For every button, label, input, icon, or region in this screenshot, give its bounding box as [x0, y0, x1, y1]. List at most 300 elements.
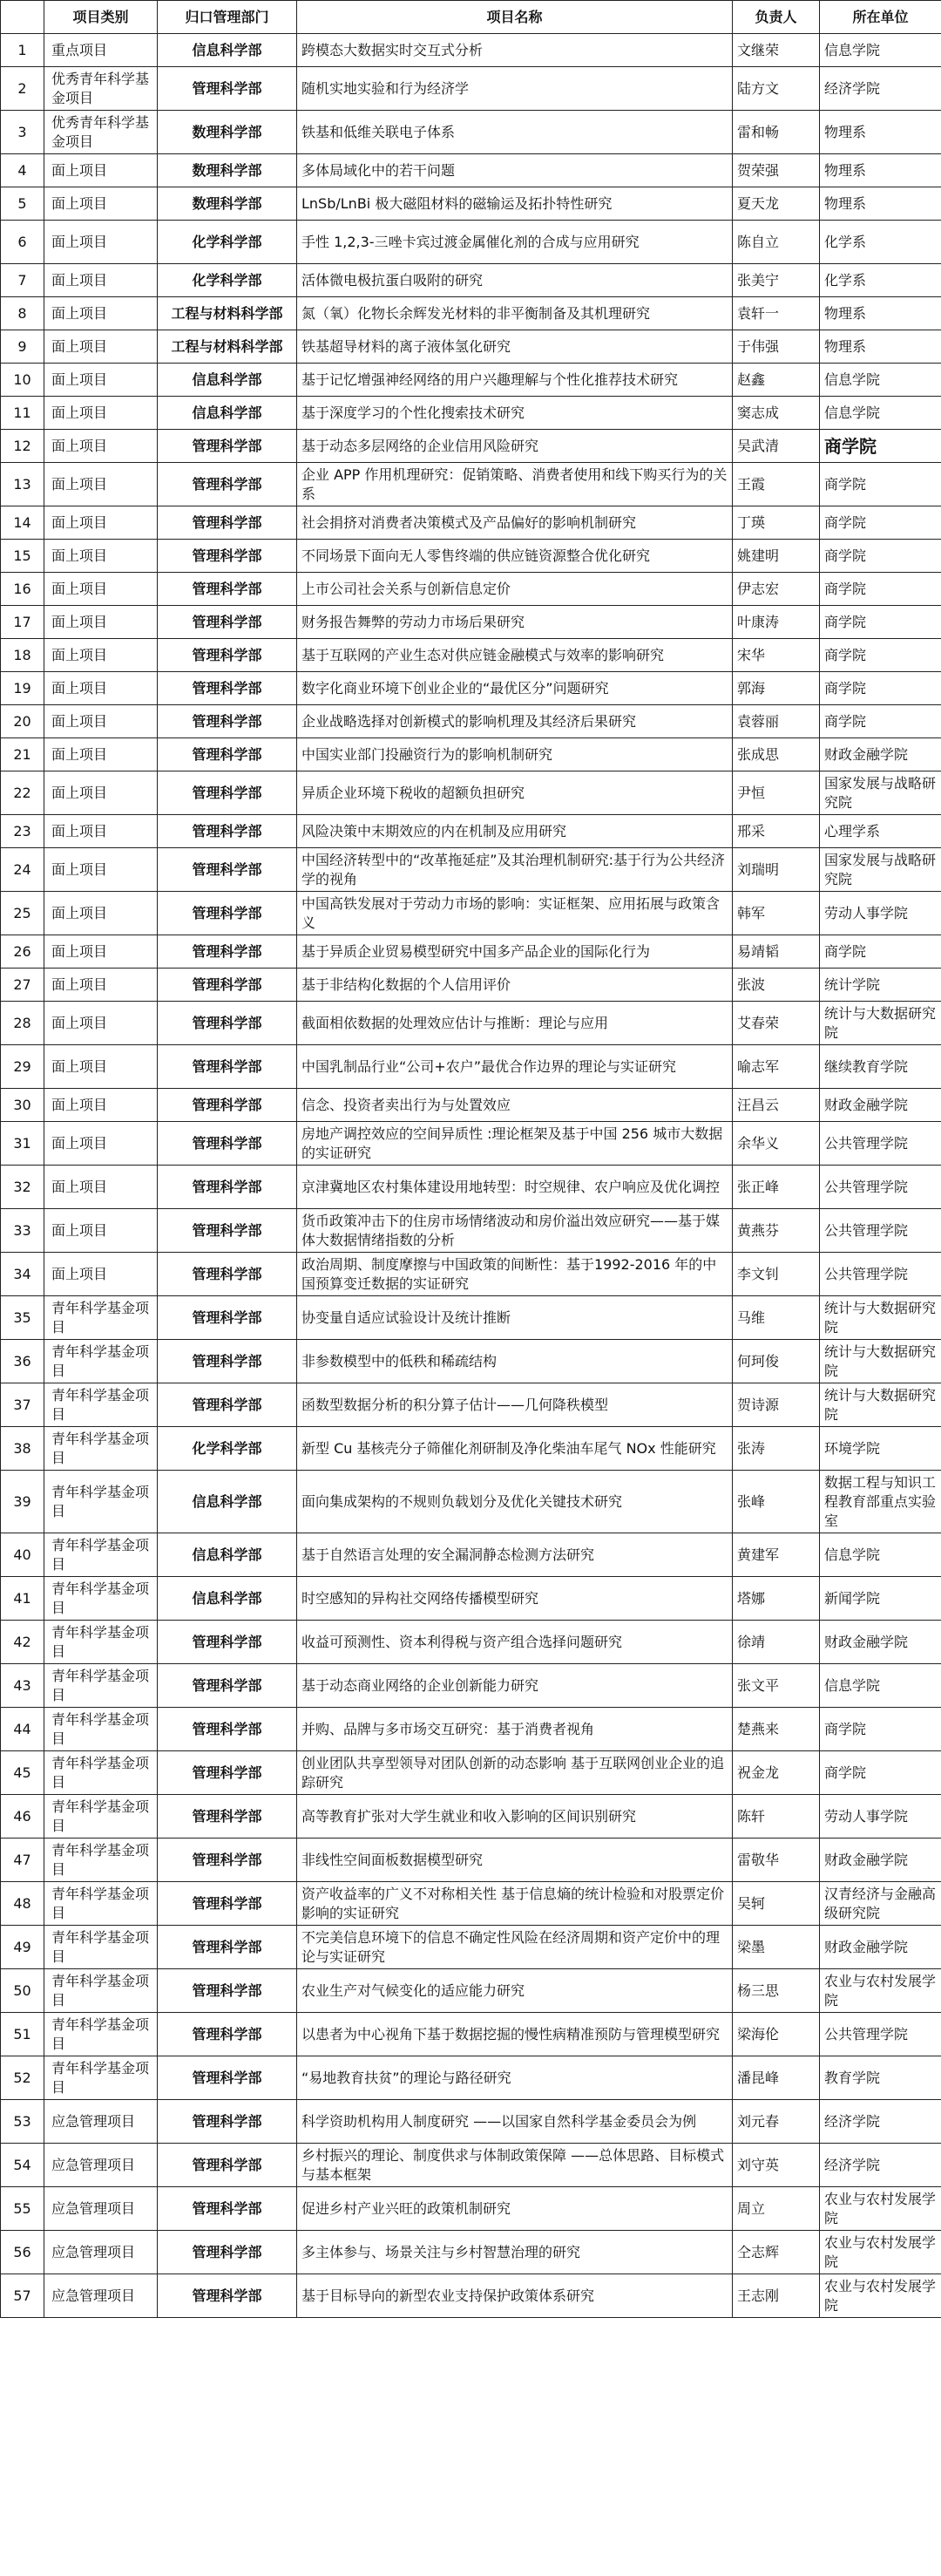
cell-department: 化学科学部 — [158, 1427, 297, 1471]
cell-project-title: 科学资助机构用人制度研究 ——以国家自然科学基金委员会为例 — [297, 2100, 733, 2144]
header-principal-investigator: 负责人 — [733, 1, 820, 34]
cell-principal-investigator: 陆方文 — [733, 67, 820, 111]
cell-principal-investigator: 韩军 — [733, 892, 820, 935]
cell-project-title: 房地产调控效应的空间异质性 :理论框架及基于中国 256 城市大数据的实证研究 — [297, 1122, 733, 1166]
cell-project-title: 面向集成架构的不规则负载划分及优化关键技术研究 — [297, 1471, 733, 1533]
cell-project-title: 手性 1,2,3-三唑卡宾过渡金属催化剂的合成与应用研究 — [297, 221, 733, 264]
cell-department: 信息科学部 — [158, 1577, 297, 1621]
header-number — [1, 1, 44, 34]
cell-principal-investigator: 夏天龙 — [733, 187, 820, 221]
cell-category: 青年科学基金项目 — [44, 1577, 158, 1621]
cell-unit: 商学院 — [820, 1708, 941, 1751]
cell-project-title: 高等教育扩张对大学生就业和收入影响的区间识别研究 — [297, 1795, 733, 1839]
cell-department: 管理科学部 — [158, 935, 297, 969]
table-row — [1, 297, 941, 330]
table-row — [1, 221, 941, 264]
cell-department: 管理科学部 — [158, 1209, 297, 1253]
cell-principal-investigator: 丁瑛 — [733, 506, 820, 540]
cell-number: 3 — [1, 111, 44, 154]
cell-number: 13 — [1, 463, 44, 506]
cell-category: 面上项目 — [44, 815, 158, 848]
cell-number: 27 — [1, 969, 44, 1002]
cell-department: 管理科学部 — [158, 1839, 297, 1882]
cell-department: 管理科学部 — [158, 738, 297, 771]
cell-principal-investigator: 雷敬华 — [733, 1839, 820, 1882]
cell-principal-investigator: 仝志辉 — [733, 2231, 820, 2274]
cell-number: 4 — [1, 154, 44, 187]
cell-category: 优秀青年科学基金项目 — [44, 67, 158, 111]
cell-department: 管理科学部 — [158, 430, 297, 463]
cell-number: 28 — [1, 1002, 44, 1045]
cell-project-title: 促进乡村产业兴旺的政策机制研究 — [297, 2187, 733, 2231]
cell-department: 管理科学部 — [158, 2013, 297, 2056]
cell-department: 管理科学部 — [158, 1122, 297, 1166]
cell-category: 面上项目 — [44, 297, 158, 330]
cell-category: 应急管理项目 — [44, 2231, 158, 2274]
cell-project-title: “易地教育扶贫”的理论与路径研究 — [297, 2056, 733, 2100]
cell-project-title: 非参数模型中的低秩和稀疏结构 — [297, 1340, 733, 1383]
cell-department: 数理科学部 — [158, 154, 297, 187]
cell-department: 管理科学部 — [158, 1296, 297, 1340]
cell-project-title: 基于自然语言处理的安全漏洞静态检测方法研究 — [297, 1533, 733, 1577]
cell-unit: 物理系 — [820, 330, 941, 364]
cell-department: 管理科学部 — [158, 67, 297, 111]
cell-category: 青年科学基金项目 — [44, 1427, 158, 1471]
cell-principal-investigator: 文继荣 — [733, 34, 820, 67]
cell-project-title: 风险决策中末期效应的内在机制及应用研究 — [297, 815, 733, 848]
cell-unit: 公共管理学院 — [820, 2013, 941, 2056]
cell-department: 管理科学部 — [158, 771, 297, 815]
cell-number: 37 — [1, 1383, 44, 1427]
cell-project-title: 财务报告舞弊的劳动力市场后果研究 — [297, 606, 733, 639]
cell-number: 7 — [1, 264, 44, 297]
table-row — [1, 815, 941, 848]
cell-project-title: 多主体参与、场景关注与乡村智慧治理的研究 — [297, 2231, 733, 2274]
cell-unit: 公共管理学院 — [820, 1253, 941, 1296]
table-row — [1, 364, 941, 397]
cell-project-title: 政治周期、制度摩擦与中国政策的间断性：基于1992-2016 年的中国预算变迁数据的实证研究 — [297, 1253, 733, 1296]
cell-department: 管理科学部 — [158, 2100, 297, 2144]
cell-department: 管理科学部 — [158, 705, 297, 738]
cell-category: 应急管理项目 — [44, 2100, 158, 2144]
cell-number: 1 — [1, 34, 44, 67]
table-row — [1, 705, 941, 738]
cell-principal-investigator: 窦志成 — [733, 397, 820, 430]
cell-project-title: 铁基超导材料的离子液体氢化研究 — [297, 330, 733, 364]
cell-principal-investigator: 雷和畅 — [733, 111, 820, 154]
cell-project-title: 活体微电极抗蛋白吸附的研究 — [297, 264, 733, 297]
table-row — [1, 1664, 941, 1708]
cell-principal-investigator: 张美宁 — [733, 264, 820, 297]
cell-project-title: 信念、投资者卖出行为与处置效应 — [297, 1089, 733, 1122]
cell-principal-investigator: 张成思 — [733, 738, 820, 771]
cell-unit: 公共管理学院 — [820, 1209, 941, 1253]
cell-unit: 信息学院 — [820, 34, 941, 67]
cell-unit: 商学院 — [820, 672, 941, 705]
cell-category: 应急管理项目 — [44, 2187, 158, 2231]
cell-department: 管理科学部 — [158, 969, 297, 1002]
cell-department: 工程与材料科学部 — [158, 297, 297, 330]
cell-number: 2 — [1, 67, 44, 111]
cell-unit: 商学院 — [820, 639, 941, 672]
cell-department: 管理科学部 — [158, 606, 297, 639]
table-row — [1, 540, 941, 573]
cell-category: 面上项目 — [44, 506, 158, 540]
cell-category: 青年科学基金项目 — [44, 1471, 158, 1533]
cell-project-title: 企业 APP 作用机理研究：促销策略、消费者使用和线下购买行为的关系 — [297, 463, 733, 506]
table-row — [1, 1002, 941, 1045]
cell-category: 面上项目 — [44, 540, 158, 573]
cell-category: 面上项目 — [44, 330, 158, 364]
cell-department: 信息科学部 — [158, 1471, 297, 1533]
cell-category: 应急管理项目 — [44, 2144, 158, 2187]
cell-unit: 劳动人事学院 — [820, 892, 941, 935]
cell-principal-investigator: 尹恒 — [733, 771, 820, 815]
cell-number: 11 — [1, 397, 44, 430]
cell-project-title: 以患者为中心视角下基于数据挖掘的慢性病精准预防与管理模型研究 — [297, 2013, 733, 2056]
cell-principal-investigator: 张波 — [733, 969, 820, 1002]
cell-project-title: 基于目标导向的新型农业支持保护政策体系研究 — [297, 2274, 733, 2318]
cell-category: 青年科学基金项目 — [44, 1969, 158, 2013]
table-row — [1, 1795, 941, 1839]
cell-category: 青年科学基金项目 — [44, 1621, 158, 1664]
cell-number: 42 — [1, 1621, 44, 1664]
cell-number: 22 — [1, 771, 44, 815]
cell-principal-investigator: 吴武清 — [733, 430, 820, 463]
cell-unit: 农业与农村发展学院 — [820, 1969, 941, 2013]
cell-number: 49 — [1, 1926, 44, 1969]
cell-category: 面上项目 — [44, 771, 158, 815]
cell-project-title: 异质企业环境下税收的超额负担研究 — [297, 771, 733, 815]
cell-number: 19 — [1, 672, 44, 705]
cell-project-title: 创业团队共享型领导对团队创新的动态影响 基于互联网创业企业的追踪研究 — [297, 1751, 733, 1795]
cell-number: 29 — [1, 1045, 44, 1089]
cell-category: 青年科学基金项目 — [44, 1296, 158, 1340]
cell-category: 青年科学基金项目 — [44, 1795, 158, 1839]
table-row — [1, 1340, 941, 1383]
cell-department: 管理科学部 — [158, 2187, 297, 2231]
cell-department: 管理科学部 — [158, 1969, 297, 2013]
cell-principal-investigator: 张文平 — [733, 1664, 820, 1708]
cell-category: 面上项目 — [44, 892, 158, 935]
cell-category: 面上项目 — [44, 187, 158, 221]
cell-unit: 信息学院 — [820, 1533, 941, 1577]
table-row — [1, 2013, 941, 2056]
cell-unit: 教育学院 — [820, 2056, 941, 2100]
cell-unit: 农业与农村发展学院 — [820, 2187, 941, 2231]
cell-department: 管理科学部 — [158, 2056, 297, 2100]
cell-number: 39 — [1, 1471, 44, 1533]
table-row — [1, 2100, 941, 2144]
cell-principal-investigator: 楚燕来 — [733, 1708, 820, 1751]
cell-number: 56 — [1, 2231, 44, 2274]
cell-principal-investigator: 赵鑫 — [733, 364, 820, 397]
table-row — [1, 330, 941, 364]
cell-project-title: 基于非结构化数据的个人信用评价 — [297, 969, 733, 1002]
table-row — [1, 1839, 941, 1882]
cell-department: 管理科学部 — [158, 848, 297, 892]
cell-category: 青年科学基金项目 — [44, 1664, 158, 1708]
cell-principal-investigator: 张涛 — [733, 1427, 820, 1471]
cell-principal-investigator: 郭海 — [733, 672, 820, 705]
cell-number: 14 — [1, 506, 44, 540]
cell-unit: 经济学院 — [820, 67, 941, 111]
cell-project-title: 农业生产对气候变化的适应能力研究 — [297, 1969, 733, 2013]
cell-project-title: 时空感知的异构社交网络传播模型研究 — [297, 1577, 733, 1621]
cell-principal-investigator: 马维 — [733, 1296, 820, 1340]
cell-category: 面上项目 — [44, 463, 158, 506]
cell-number: 23 — [1, 815, 44, 848]
cell-principal-investigator: 易靖韬 — [733, 935, 820, 969]
cell-category: 青年科学基金项目 — [44, 2056, 158, 2100]
cell-department: 管理科学部 — [158, 1795, 297, 1839]
cell-department: 管理科学部 — [158, 1621, 297, 1664]
cell-category: 青年科学基金项目 — [44, 1533, 158, 1577]
cell-category: 面上项目 — [44, 154, 158, 187]
cell-department: 管理科学部 — [158, 1045, 297, 1089]
cell-project-title: 基于异质企业贸易模型研究中国多产品企业的国际化行为 — [297, 935, 733, 969]
cell-project-title: 截面相依数据的处理效应估计与推断：理论与应用 — [297, 1002, 733, 1045]
cell-principal-investigator: 陈轩 — [733, 1795, 820, 1839]
cell-principal-investigator: 王霞 — [733, 463, 820, 506]
cell-unit: 农业与农村发展学院 — [820, 2231, 941, 2274]
cell-department: 管理科学部 — [158, 1340, 297, 1383]
table-row — [1, 771, 941, 815]
cell-project-title: 资产收益率的广义不对称相关性 基于信息熵的统计检验和对股票定价影响的实证研究 — [297, 1882, 733, 1926]
cell-department: 管理科学部 — [158, 463, 297, 506]
cell-project-title: 中国高铁发展对于劳动力市场的影响：实证框架、应用拓展与政策含义 — [297, 892, 733, 935]
cell-unit: 商学院 — [820, 705, 941, 738]
cell-project-title: 基于动态多层网络的企业信用风险研究 — [297, 430, 733, 463]
cell-department: 工程与材料科学部 — [158, 330, 297, 364]
cell-unit: 统计与大数据研究院 — [820, 1296, 941, 1340]
table-row — [1, 573, 941, 606]
cell-principal-investigator: 黄建军 — [733, 1533, 820, 1577]
cell-principal-investigator: 姚建明 — [733, 540, 820, 573]
table-row — [1, 1209, 941, 1253]
cell-principal-investigator: 余华义 — [733, 1122, 820, 1166]
cell-department: 管理科学部 — [158, 2231, 297, 2274]
cell-unit: 统计与大数据研究院 — [820, 1383, 941, 1427]
cell-category: 面上项目 — [44, 705, 158, 738]
cell-category: 面上项目 — [44, 606, 158, 639]
cell-unit: 环境学院 — [820, 1427, 941, 1471]
cell-number: 51 — [1, 2013, 44, 2056]
table-row — [1, 738, 941, 771]
cell-number: 15 — [1, 540, 44, 573]
cell-number: 50 — [1, 1969, 44, 2013]
table-row — [1, 1751, 941, 1795]
table-row — [1, 1089, 941, 1122]
cell-project-title: 货币政策冲击下的住房市场情绪波动和房价溢出效应研究——基于媒体大数据情绪指数的分析 — [297, 1209, 733, 1253]
cell-principal-investigator: 潘昆峰 — [733, 2056, 820, 2100]
cell-principal-investigator: 何珂俊 — [733, 1340, 820, 1383]
cell-unit: 信息学院 — [820, 364, 941, 397]
cell-number: 25 — [1, 892, 44, 935]
cell-principal-investigator: 叶康涛 — [733, 606, 820, 639]
cell-unit: 劳动人事学院 — [820, 1795, 941, 1839]
table-row — [1, 1427, 941, 1471]
cell-principal-investigator: 徐靖 — [733, 1621, 820, 1664]
cell-category: 青年科学基金项目 — [44, 1882, 158, 1926]
table-row — [1, 506, 941, 540]
cell-number: 18 — [1, 639, 44, 672]
table-row — [1, 848, 941, 892]
table-row — [1, 2231, 941, 2274]
cell-unit: 心理学系 — [820, 815, 941, 848]
cell-unit: 商学院 — [820, 573, 941, 606]
cell-number: 47 — [1, 1839, 44, 1882]
cell-number: 40 — [1, 1533, 44, 1577]
cell-project-title: LnSb/LnBi 极大磁阻材料的磁输运及拓扑特性研究 — [297, 187, 733, 221]
cell-project-title: 函数型数据分析的积分算子估计——几何降秩模型 — [297, 1383, 733, 1427]
cell-number: 10 — [1, 364, 44, 397]
table-row — [1, 2144, 941, 2187]
cell-department: 信息科学部 — [158, 34, 297, 67]
cell-number: 34 — [1, 1253, 44, 1296]
cell-unit: 公共管理学院 — [820, 1166, 941, 1209]
table-row — [1, 2056, 941, 2100]
cell-unit: 财政金融学院 — [820, 1621, 941, 1664]
header-department: 归口管理部门 — [158, 1, 297, 34]
cell-number: 45 — [1, 1751, 44, 1795]
cell-project-title: 中国实业部门投融资行为的影响机制研究 — [297, 738, 733, 771]
cell-project-title: 跨模态大数据实时交互式分析 — [297, 34, 733, 67]
cell-category: 面上项目 — [44, 672, 158, 705]
cell-department: 管理科学部 — [158, 672, 297, 705]
cell-project-title: 基于动态商业网络的企业创新能力研究 — [297, 1664, 733, 1708]
cell-unit: 商学院 — [820, 430, 941, 463]
cell-number: 26 — [1, 935, 44, 969]
cell-department: 管理科学部 — [158, 1002, 297, 1045]
cell-category: 面上项目 — [44, 848, 158, 892]
cell-principal-investigator: 李文钊 — [733, 1253, 820, 1296]
table-row — [1, 1471, 941, 1533]
cell-category: 面上项目 — [44, 221, 158, 264]
cell-project-title: 中国乳制品行业“公司+农户”最优合作边界的理论与实证研究 — [297, 1045, 733, 1089]
cell-number: 36 — [1, 1340, 44, 1383]
cell-project-title: 新型 Cu 基核壳分子筛催化剂研制及净化柴油车尾气 NOx 性能研究 — [297, 1427, 733, 1471]
cell-unit: 化学系 — [820, 221, 941, 264]
table-row — [1, 430, 941, 463]
cell-principal-investigator: 刘元春 — [733, 2100, 820, 2144]
cell-category: 面上项目 — [44, 1089, 158, 1122]
cell-unit: 物理系 — [820, 111, 941, 154]
table-row — [1, 1882, 941, 1926]
cell-category: 青年科学基金项目 — [44, 1751, 158, 1795]
cell-project-title: 收益可预测性、资本利得税与资产组合选择问题研究 — [297, 1621, 733, 1664]
cell-project-title: 不同场景下面向无人零售终端的供应链资源整合优化研究 — [297, 540, 733, 573]
cell-number: 57 — [1, 2274, 44, 2318]
cell-department: 管理科学部 — [158, 892, 297, 935]
cell-number: 43 — [1, 1664, 44, 1708]
cell-number: 17 — [1, 606, 44, 639]
cell-unit: 商学院 — [820, 506, 941, 540]
cell-unit: 商学院 — [820, 1751, 941, 1795]
cell-department: 管理科学部 — [158, 1089, 297, 1122]
cell-principal-investigator: 贺荣强 — [733, 154, 820, 187]
table-row — [1, 1166, 941, 1209]
cell-unit: 汉青经济与金融高级研究院 — [820, 1882, 941, 1926]
cell-unit: 财政金融学院 — [820, 738, 941, 771]
cell-project-title: 上市公司社会关系与创新信息定价 — [297, 573, 733, 606]
cell-department: 信息科学部 — [158, 1533, 297, 1577]
cell-unit: 信息学院 — [820, 397, 941, 430]
table-row — [1, 1045, 941, 1089]
cell-category: 青年科学基金项目 — [44, 1383, 158, 1427]
cell-category: 面上项目 — [44, 1253, 158, 1296]
cell-unit: 统计学院 — [820, 969, 941, 1002]
cell-department: 管理科学部 — [158, 1882, 297, 1926]
cell-category: 重点项目 — [44, 34, 158, 67]
cell-principal-investigator: 袁蓉丽 — [733, 705, 820, 738]
cell-category: 面上项目 — [44, 935, 158, 969]
cell-project-title: 并购、品牌与多市场交互研究：基于消费者视角 — [297, 1708, 733, 1751]
cell-number: 32 — [1, 1166, 44, 1209]
cell-unit: 商学院 — [820, 540, 941, 573]
cell-category: 青年科学基金项目 — [44, 1340, 158, 1383]
cell-department: 管理科学部 — [158, 1383, 297, 1427]
table-row — [1, 672, 941, 705]
cell-category: 青年科学基金项目 — [44, 2013, 158, 2056]
cell-project-title: 乡村振兴的理论、制度供求与体制政策保障 ——总体思路、目标模式与基本框架 — [297, 2144, 733, 2187]
cell-number: 35 — [1, 1296, 44, 1340]
table-row — [1, 187, 941, 221]
table-row — [1, 639, 941, 672]
cell-unit: 统计与大数据研究院 — [820, 1340, 941, 1383]
table-row — [1, 935, 941, 969]
cell-principal-investigator: 艾春荣 — [733, 1002, 820, 1045]
cell-principal-investigator: 刘瑞明 — [733, 848, 820, 892]
table-row — [1, 1577, 941, 1621]
cell-unit: 商学院 — [820, 463, 941, 506]
table-row — [1, 1926, 941, 1969]
table-row — [1, 1383, 941, 1427]
table-row — [1, 1533, 941, 1577]
cell-number: 30 — [1, 1089, 44, 1122]
cell-project-title: 社会捐挤对消费者决策模式及产品偏好的影响机制研究 — [297, 506, 733, 540]
cell-number: 53 — [1, 2100, 44, 2144]
cell-category: 面上项目 — [44, 1122, 158, 1166]
cell-project-title: 京津冀地区农村集体建设用地转型：时空规律、农户响应及优化调控 — [297, 1166, 733, 1209]
cell-unit: 物理系 — [820, 297, 941, 330]
cell-unit: 信息学院 — [820, 1664, 941, 1708]
table-row — [1, 892, 941, 935]
cell-unit: 财政金融学院 — [820, 1089, 941, 1122]
cell-category: 青年科学基金项目 — [44, 1839, 158, 1882]
cell-category: 面上项目 — [44, 738, 158, 771]
cell-unit: 统计与大数据研究院 — [820, 1002, 941, 1045]
table-row — [1, 1253, 941, 1296]
cell-category: 应急管理项目 — [44, 2274, 158, 2318]
cell-category: 面上项目 — [44, 430, 158, 463]
cell-unit: 国家发展与战略研究院 — [820, 848, 941, 892]
cell-project-title: 随机实地实验和行为经济学 — [297, 67, 733, 111]
cell-number: 21 — [1, 738, 44, 771]
cell-number: 41 — [1, 1577, 44, 1621]
cell-principal-investigator: 黄燕芬 — [733, 1209, 820, 1253]
cell-category: 面上项目 — [44, 364, 158, 397]
cell-principal-investigator: 梁海伦 — [733, 2013, 820, 2056]
table-row — [1, 2187, 941, 2231]
cell-category: 面上项目 — [44, 573, 158, 606]
cell-number: 31 — [1, 1122, 44, 1166]
cell-category: 面上项目 — [44, 1045, 158, 1089]
cell-principal-investigator: 梁墨 — [733, 1926, 820, 1969]
cell-number: 5 — [1, 187, 44, 221]
cell-number: 24 — [1, 848, 44, 892]
table-row — [1, 264, 941, 297]
